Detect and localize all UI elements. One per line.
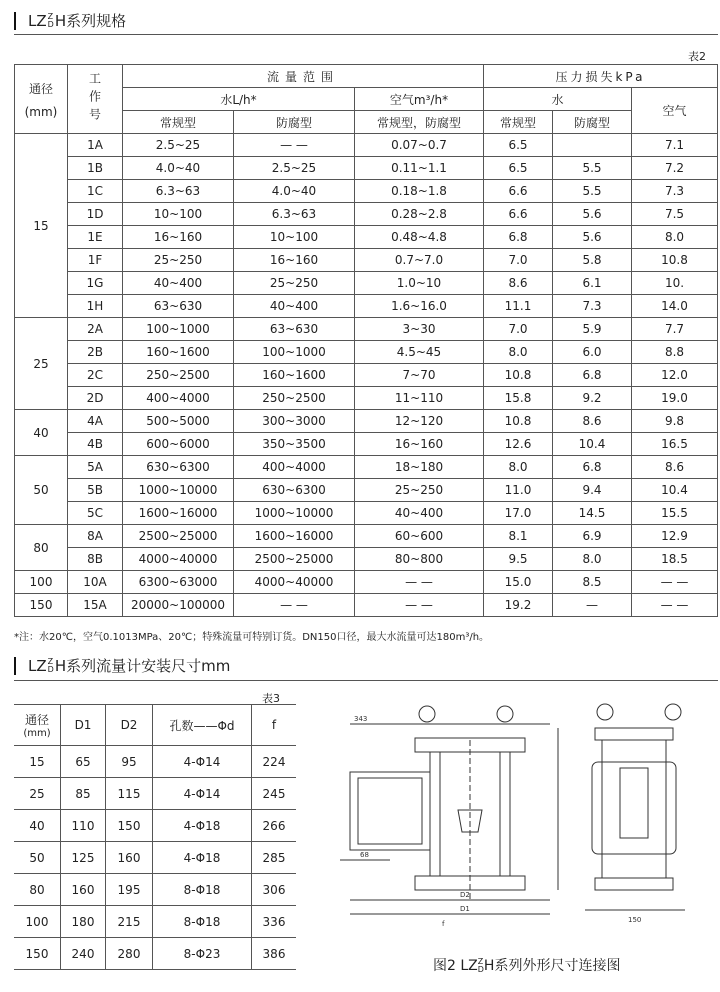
table-cell: 1A — [68, 134, 123, 157]
table-cell: 2.5~25 — [234, 157, 355, 180]
table-cell: 10.4 — [553, 433, 632, 456]
caption-suffix: H系列外形尺寸连接图 — [483, 958, 621, 974]
table3-label: 表3 — [262, 692, 280, 705]
table-cell: 8.8 — [632, 341, 718, 364]
h3-f: f — [252, 705, 297, 746]
table-cell: 25~250 — [234, 272, 355, 295]
table-cell: 350~3500 — [234, 433, 355, 456]
table-cell: 14.0 — [632, 295, 718, 318]
h-water: 水L/h* — [123, 88, 355, 111]
table-row — [14, 842, 296, 874]
table-row — [15, 249, 718, 272]
table-cell: 9.8 — [632, 410, 718, 433]
table-row — [15, 364, 718, 387]
dim-d1: D1 — [460, 905, 470, 913]
table-cell: 6.1 — [553, 272, 632, 295]
table-cell: 63~630 — [234, 318, 355, 341]
table-cell: 0.28~2.8 — [355, 203, 484, 226]
table-cell: 19.0 — [632, 387, 718, 410]
table-cell: 2.5~25 — [123, 134, 234, 157]
table-cell: 8.1 — [484, 525, 553, 548]
table-cell: 40~400 — [355, 502, 484, 525]
table-cell: 12.9 — [632, 525, 718, 548]
table-cell: 85 — [61, 778, 106, 810]
table-cell: 4.0~40 — [234, 180, 355, 203]
table-cell: 95 — [106, 746, 153, 778]
install-table — [14, 704, 296, 970]
table-cell: 1H — [68, 295, 123, 318]
caption-sub: D — [477, 965, 484, 974]
table-cell: 8-Φ23 — [153, 938, 252, 970]
table-cell: 1000~10000 — [123, 479, 234, 502]
table-cell: 16~160 — [123, 226, 234, 249]
table-row — [15, 295, 718, 318]
table-row — [14, 746, 296, 778]
dn-cell: 100 — [15, 571, 68, 594]
table-row — [14, 778, 296, 810]
dn-cell: 50 — [15, 456, 68, 525]
flowmeter-drawing — [330, 700, 720, 950]
table-cell: 15.8 — [484, 387, 553, 410]
table-cell: 100 — [14, 906, 61, 938]
section1-title-sub: D — [47, 19, 54, 29]
table-cell: 12~120 — [355, 410, 484, 433]
table-cell: — — — [355, 571, 484, 594]
table-cell: 160~1600 — [234, 364, 355, 387]
table-cell: 7~70 — [355, 364, 484, 387]
table-cell: 1E — [68, 226, 123, 249]
table-cell: 5A — [68, 456, 123, 479]
table-cell: 224 — [252, 746, 297, 778]
table-cell: 1D — [68, 203, 123, 226]
table-cell: 4.0~40 — [123, 157, 234, 180]
table-cell: 1F — [68, 249, 123, 272]
table-row — [14, 874, 296, 906]
table-cell: 8.0 — [632, 226, 718, 249]
table-cell: 100~1000 — [123, 318, 234, 341]
col-gongzuohao: 工作号 — [68, 65, 123, 134]
table-row — [15, 180, 718, 203]
table-cell: 8-Φ18 — [153, 906, 252, 938]
table-cell: 10~100 — [234, 226, 355, 249]
h3-d1: D1 — [61, 705, 106, 746]
table-cell: 11.1 — [484, 295, 553, 318]
h3-holes: 孔数——Φd — [153, 705, 252, 746]
table-cell: 280 — [106, 938, 153, 970]
table-cell: 3~30 — [355, 318, 484, 341]
table-cell: 336 — [252, 906, 297, 938]
dn-cell: 80 — [15, 525, 68, 571]
section1-title-sup: Z — [47, 11, 54, 21]
table-cell: 4.5~45 — [355, 341, 484, 364]
table-row — [15, 272, 718, 295]
table-cell: 15.5 — [632, 502, 718, 525]
table-cell: 4-Φ14 — [153, 746, 252, 778]
h-flow: 流量范围 — [123, 65, 484, 88]
table-cell: 115 — [106, 778, 153, 810]
table-row — [15, 456, 718, 479]
table-cell: 10.8 — [632, 249, 718, 272]
table-cell: 500~5000 — [123, 410, 234, 433]
table-cell: 7.2 — [632, 157, 718, 180]
table-row — [15, 318, 718, 341]
table-cell: 285 — [252, 842, 297, 874]
h-p-regular: 常规型 — [484, 111, 553, 134]
table-cell: 19.2 — [484, 594, 553, 617]
h-water-p: 水 — [484, 88, 632, 111]
table-cell: 8.0 — [553, 548, 632, 571]
table-cell: 240 — [61, 938, 106, 970]
dim-68: 68 — [360, 851, 369, 859]
install-table-body — [14, 746, 296, 970]
table-cell: 7.5 — [632, 203, 718, 226]
table-cell: 2C — [68, 364, 123, 387]
dn-cell: 25 — [15, 318, 68, 410]
table-cell: 160 — [61, 874, 106, 906]
table-row — [15, 387, 718, 410]
table-cell: 4-Φ18 — [153, 810, 252, 842]
dn-cell: 15 — [15, 134, 68, 318]
table-row — [15, 571, 718, 594]
h3-tongjing-label: 通径 — [24, 713, 49, 727]
table-cell: 7.3 — [632, 180, 718, 203]
table-cell: 15A — [68, 594, 123, 617]
table-cell: 630~6300 — [123, 456, 234, 479]
table-cell: 160 — [106, 842, 153, 874]
table-cell: 160~1600 — [123, 341, 234, 364]
table-cell: 0.48~4.8 — [355, 226, 484, 249]
table-cell: 7.1 — [632, 134, 718, 157]
table-cell: 17.0 — [484, 502, 553, 525]
table-cell: 630~6300 — [234, 479, 355, 502]
h-tongjing: 通径 — [28, 81, 53, 96]
table-cell: 9.5 — [484, 548, 553, 571]
table-cell: 4A — [68, 410, 123, 433]
col-tongjing — [15, 65, 68, 134]
table2-note: *注：水20℃，空气0.1013MPa、20℃；特殊流量可特别订货。DN150口径，最大水流量可达180m³/h。 — [14, 632, 490, 643]
table-cell: 1G — [68, 272, 123, 295]
table-cell: — — — [632, 571, 718, 594]
table-cell: 8.5 — [553, 571, 632, 594]
table-cell: 6300~63000 — [123, 571, 234, 594]
h-pressure: 压力损失kPa — [484, 65, 718, 88]
table-cell: 18~180 — [355, 456, 484, 479]
figure-caption — [433, 955, 620, 975]
table-cell: 40 — [14, 810, 61, 842]
table-row — [14, 906, 296, 938]
table-cell: 215 — [106, 906, 153, 938]
h-p-anticorr: 防腐型 — [553, 111, 632, 134]
section2-rule — [14, 680, 718, 681]
dim-343: 343 — [354, 715, 368, 723]
table-cell: 2500~25000 — [123, 525, 234, 548]
table-row — [14, 938, 296, 970]
table-cell: 10A — [68, 571, 123, 594]
table-cell: 6.9 — [553, 525, 632, 548]
spec-table-body — [15, 134, 718, 617]
table-cell: 400~4000 — [123, 387, 234, 410]
table-cell: 4000~40000 — [123, 548, 234, 571]
table-cell: 250~2500 — [234, 387, 355, 410]
table-cell: 1B — [68, 157, 123, 180]
table-cell: 5.8 — [553, 249, 632, 272]
section2-title-suffix: H系列流量计安装尺寸mm — [54, 657, 231, 675]
table-cell: 12.0 — [632, 364, 718, 387]
h3-tongjing — [14, 705, 61, 746]
table-cell: — — — [234, 134, 355, 157]
table-cell: 4-Φ14 — [153, 778, 252, 810]
section2-title-sup: Z — [47, 656, 54, 666]
table-cell: 250~2500 — [123, 364, 234, 387]
table-cell: 6.6 — [484, 180, 553, 203]
table-cell: 1600~16000 — [123, 502, 234, 525]
table-cell: 8-Φ18 — [153, 874, 252, 906]
table-row — [15, 341, 718, 364]
table-cell: 14.5 — [553, 502, 632, 525]
caption-prefix: 图2 LZ — [433, 958, 478, 974]
table-row — [15, 203, 718, 226]
table-cell: 195 — [106, 874, 153, 906]
table-cell: 10.8 — [484, 364, 553, 387]
table-cell: 25~250 — [123, 249, 234, 272]
table-cell: 6.8 — [484, 226, 553, 249]
table-cell: 0.11~1.1 — [355, 157, 484, 180]
title-bar — [14, 657, 16, 675]
dim-d2: D2 — [460, 891, 470, 899]
indicator-housing — [350, 772, 430, 850]
table-cell: 6.0 — [553, 341, 632, 364]
h3-unit: (mm) — [23, 728, 51, 739]
table-cell: 7.0 — [484, 249, 553, 272]
table-cell: 8.6 — [484, 272, 553, 295]
h-regular: 常规型 — [123, 111, 234, 134]
table-cell: 125 — [61, 842, 106, 874]
table-cell: 5.9 — [553, 318, 632, 341]
dim-150: 150 — [628, 916, 642, 924]
h-air: 空气m³/h* — [355, 88, 484, 111]
section1-rule — [14, 34, 718, 35]
table-cell: 9.4 — [553, 479, 632, 502]
table-cell: 10~100 — [123, 203, 234, 226]
table-cell: 20000~100000 — [123, 594, 234, 617]
table-cell: 266 — [252, 810, 297, 842]
table-cell: 0.07~0.7 — [355, 134, 484, 157]
table-cell: — — — [632, 594, 718, 617]
table-cell: 0.18~1.8 — [355, 180, 484, 203]
table-row — [15, 594, 718, 617]
table-cell: 5.6 — [553, 203, 632, 226]
h-air-sub: 常规型，防腐型 — [355, 111, 484, 134]
table-cell: 600~6000 — [123, 433, 234, 456]
table-cell: 16.5 — [632, 433, 718, 456]
table-cell: 7.7 — [632, 318, 718, 341]
table-cell: 6.5 — [484, 134, 553, 157]
table-cell: 2B — [68, 341, 123, 364]
table-cell: 180 — [61, 906, 106, 938]
table-cell: 80 — [14, 874, 61, 906]
table-cell: 11~110 — [355, 387, 484, 410]
table-cell: 10.8 — [484, 410, 553, 433]
table-cell: 5C — [68, 502, 123, 525]
section2-title-prefix: LZ — [28, 656, 47, 675]
table-cell: 6.3~63 — [234, 203, 355, 226]
table-cell: 8A — [68, 525, 123, 548]
table-cell: 15.0 — [484, 571, 553, 594]
section2-title — [14, 655, 230, 676]
table-cell: 6.8 — [553, 364, 632, 387]
table-cell: 300~3000 — [234, 410, 355, 433]
table-cell: 1000~10000 — [234, 502, 355, 525]
dn-cell: 150 — [15, 594, 68, 617]
table-cell: 7.3 — [553, 295, 632, 318]
table-cell: 386 — [252, 938, 297, 970]
table-cell: 2500~25000 — [234, 548, 355, 571]
caption-sup: Z — [477, 957, 484, 966]
table-row — [15, 479, 718, 502]
table-cell: 11.0 — [484, 479, 553, 502]
bolt-symbol — [497, 706, 513, 722]
table-cell: 25 — [14, 778, 61, 810]
table-cell: 40~400 — [234, 295, 355, 318]
table-cell: 400~4000 — [234, 456, 355, 479]
table-cell — [553, 134, 632, 157]
table-cell: 6.3~63 — [123, 180, 234, 203]
table-cell: 8.6 — [632, 456, 718, 479]
table-cell: 16~160 — [234, 249, 355, 272]
section1-title — [14, 10, 126, 31]
table-cell: 15 — [14, 746, 61, 778]
table-cell: 4B — [68, 433, 123, 456]
table-row — [15, 157, 718, 180]
table-cell: 5.6 — [553, 226, 632, 249]
spec-table — [14, 64, 718, 617]
table-cell: 4-Φ18 — [153, 842, 252, 874]
table-cell: 150 — [14, 938, 61, 970]
h-air-p: 空气 — [632, 88, 718, 134]
table-cell: 245 — [252, 778, 297, 810]
dn-cell: 40 — [15, 410, 68, 456]
table-row — [14, 810, 296, 842]
table-cell: 60~600 — [355, 525, 484, 548]
title-bar — [14, 12, 16, 30]
table-cell: 1.0~10 — [355, 272, 484, 295]
table-cell: 10.4 — [632, 479, 718, 502]
table-row — [15, 525, 718, 548]
scale-window — [620, 768, 648, 838]
table-cell: — — [553, 594, 632, 617]
table-cell: 110 — [61, 810, 106, 842]
section1-title-prefix: LZ — [28, 11, 47, 30]
table-cell: 16~160 — [355, 433, 484, 456]
table-cell: 8.0 — [484, 341, 553, 364]
table-row — [15, 433, 718, 456]
table-cell: 18.5 — [632, 548, 718, 571]
table-cell: 150 — [106, 810, 153, 842]
table-row — [15, 502, 718, 525]
table2-label: 表2 — [688, 50, 706, 63]
table-cell: 9.2 — [553, 387, 632, 410]
section1-title-suffix: H系列规格 — [54, 12, 127, 30]
table-cell: 4000~40000 — [234, 571, 355, 594]
table-cell: 6.8 — [553, 456, 632, 479]
table-cell: 5.5 — [553, 180, 632, 203]
h3-d2: D2 — [106, 705, 153, 746]
table-row — [15, 548, 718, 571]
table-cell: 65 — [61, 746, 106, 778]
section2-title-sub: D — [47, 664, 54, 674]
table-cell: 63~630 — [123, 295, 234, 318]
table-cell: 306 — [252, 874, 297, 906]
table-cell: 6.5 — [484, 157, 553, 180]
table-cell: 7.0 — [484, 318, 553, 341]
table-cell: 50 — [14, 842, 61, 874]
table-cell: 2D — [68, 387, 123, 410]
table-cell: — — — [234, 594, 355, 617]
table-cell: 5B — [68, 479, 123, 502]
table-row — [15, 410, 718, 433]
table-cell: — — — [355, 594, 484, 617]
dim-f: f — [442, 920, 445, 928]
table-cell: 12.6 — [484, 433, 553, 456]
table-cell: 100~1000 — [234, 341, 355, 364]
table-cell: 1.6~16.0 — [355, 295, 484, 318]
table-cell: 10. — [632, 272, 718, 295]
h-anticorr: 防腐型 — [234, 111, 355, 134]
table-cell: 2A — [68, 318, 123, 341]
table-cell: 25~250 — [355, 479, 484, 502]
table-cell: 8.0 — [484, 456, 553, 479]
table-cell: 1C — [68, 180, 123, 203]
table-row — [15, 226, 718, 249]
table-cell: 6.6 — [484, 203, 553, 226]
table-cell: 8B — [68, 548, 123, 571]
h-tongjing-unit: (mm) — [24, 104, 58, 119]
table-cell: 5.5 — [553, 157, 632, 180]
table-row — [15, 134, 718, 157]
table-cell: 8.6 — [553, 410, 632, 433]
table-cell: 1600~16000 — [234, 525, 355, 548]
bolt-symbol — [419, 706, 435, 722]
table-cell: 0.7~7.0 — [355, 249, 484, 272]
table-cell: 40~400 — [123, 272, 234, 295]
table-cell: 80~800 — [355, 548, 484, 571]
